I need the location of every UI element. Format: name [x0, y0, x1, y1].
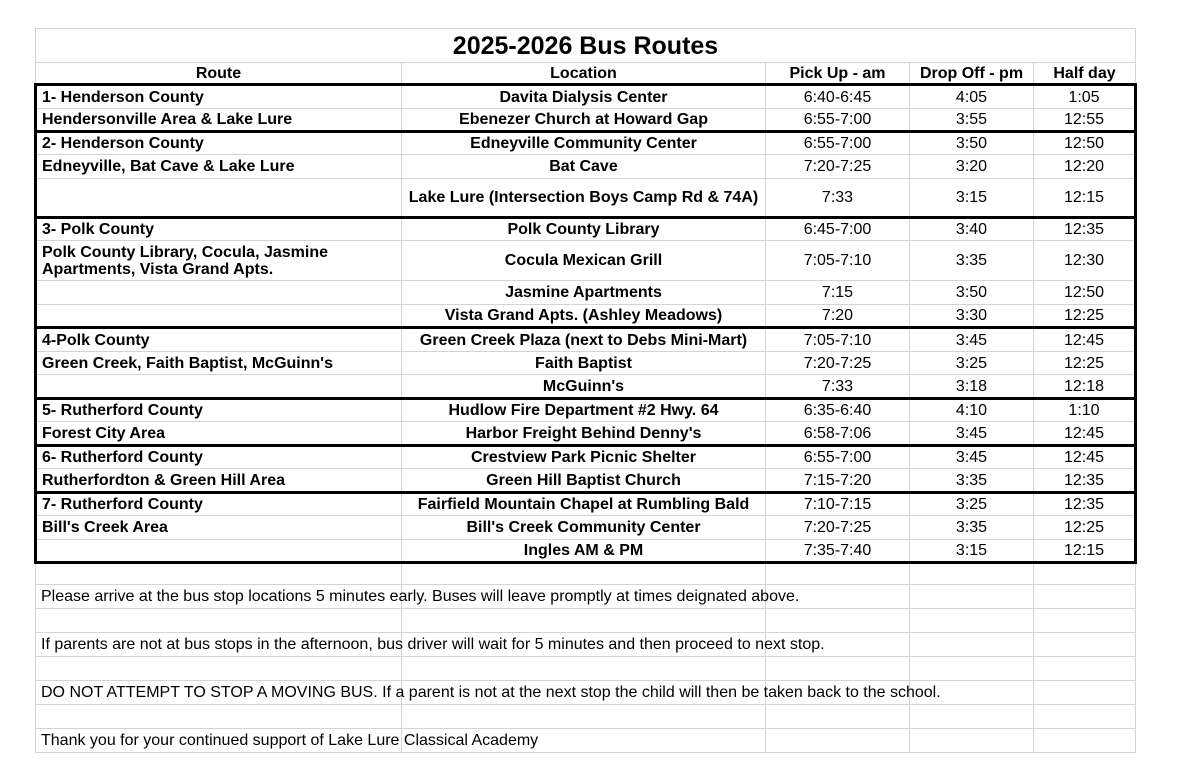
route-row: [36, 469, 1136, 493]
route-row: [36, 155, 1136, 179]
empty-cell: [36, 563, 402, 585]
stop-pickup: 7:05-7:10: [766, 241, 910, 281]
empty-cell: [1034, 705, 1136, 729]
empty-cell: [36, 609, 402, 633]
stop-location: Jasmine Apartments: [402, 281, 766, 305]
route-name: 2- Henderson County: [36, 132, 402, 155]
stop-dropoff: 3:25: [910, 493, 1034, 516]
stop-halfday: 12:35: [1034, 469, 1136, 493]
header-row: [36, 63, 1136, 85]
empty-cell: [910, 585, 1034, 609]
stop-dropoff: 3:50: [910, 132, 1034, 155]
empty-cell: [766, 705, 910, 729]
route-row: [36, 422, 1136, 446]
stop-dropoff: 4:05: [910, 85, 1034, 109]
empty-cell: [766, 609, 910, 633]
bus-routes-sheet: [34, 28, 1134, 753]
stop-dropoff: 3:50: [910, 281, 1034, 305]
stop-pickup: 6:55-7:00: [766, 109, 910, 132]
empty-cell: [766, 729, 910, 753]
stop-location: Ingles AM & PM: [402, 540, 766, 563]
route-name: 3- Polk County: [36, 218, 402, 241]
route-row: [36, 281, 1136, 305]
stop-dropoff: 4:10: [910, 399, 1034, 422]
empty-cell: [1034, 633, 1136, 657]
stop-halfday: 12:35: [1034, 493, 1136, 516]
stop-halfday: 12:45: [1034, 446, 1136, 469]
route-cell-empty: [36, 305, 402, 328]
route-row: [36, 399, 1136, 422]
empty-cell: [1034, 657, 1136, 681]
stop-dropoff: 3:18: [910, 375, 1034, 399]
stop-dropoff: 3:30: [910, 305, 1034, 328]
stop-dropoff: 3:35: [910, 241, 1034, 281]
stop-pickup: 7:15: [766, 281, 910, 305]
route-area: Bill's Creek Area: [36, 516, 402, 540]
stop-halfday: 12:50: [1034, 281, 1136, 305]
header-route: Route: [36, 63, 402, 85]
stop-halfday: 12:55: [1034, 109, 1136, 132]
stop-pickup: 7:15-7:20: [766, 469, 910, 493]
route-name: 5- Rutherford County: [36, 399, 402, 422]
route-row: [36, 132, 1136, 155]
note-text: DO NOT ATTEMPT TO STOP A MOVING BUS. If a parent is not at the next stop the child will then be taken back to the school.: [36, 681, 402, 705]
stop-halfday: 12:15: [1034, 179, 1136, 218]
empty-cell: [766, 657, 910, 681]
empty-cell: [1034, 729, 1136, 753]
header-location: Location: [402, 63, 766, 85]
route-row: [36, 493, 1136, 516]
stop-dropoff: 3:15: [910, 179, 1034, 218]
empty-cell: [910, 657, 1034, 681]
route-row: [36, 375, 1136, 399]
header-dropoff: Drop Off - pm: [910, 63, 1034, 85]
title-row: [36, 29, 1136, 63]
empty-cell: [402, 705, 766, 729]
stop-halfday: 1:05: [1034, 85, 1136, 109]
stop-dropoff: 3:25: [910, 352, 1034, 375]
note-text: If parents are not at bus stops in the afternoon, bus driver will wait for 5 minutes and then proceed to next stop.: [36, 633, 402, 657]
route-area: Hendersonville Area & Lake Lure: [36, 109, 402, 132]
route-name: 4-Polk County: [36, 328, 402, 352]
stop-dropoff: 3:55: [910, 109, 1034, 132]
stop-pickup: 7:10-7:15: [766, 493, 910, 516]
stop-location: Hudlow Fire Department #2 Hwy. 64: [402, 399, 766, 422]
stop-location: Ebenezer Church at Howard Gap: [402, 109, 766, 132]
header-pickup: Pick Up - am: [766, 63, 910, 85]
stop-pickup: 6:45-7:00: [766, 218, 910, 241]
stop-dropoff: 3:40: [910, 218, 1034, 241]
route-cell-empty: [36, 540, 402, 563]
stop-pickup: 7:20-7:25: [766, 155, 910, 179]
stop-dropoff: 3:15: [910, 540, 1034, 563]
stop-halfday: 1:10: [1034, 399, 1136, 422]
stop-pickup: 7:05-7:10: [766, 328, 910, 352]
route-cell-empty: [36, 281, 402, 305]
route-row: [36, 218, 1136, 241]
stop-dropoff: 3:45: [910, 446, 1034, 469]
route-row: [36, 352, 1136, 375]
note-row: [36, 681, 1136, 705]
empty-cell: [1034, 563, 1136, 585]
stop-pickup: 6:55-7:00: [766, 132, 910, 155]
stop-location: Lake Lure (Intersection Boys Camp Rd & 74A): [402, 179, 766, 218]
stop-halfday: 12:45: [1034, 328, 1136, 352]
route-row: [36, 241, 1136, 281]
empty-cell: [402, 563, 766, 585]
empty-cell: [910, 609, 1034, 633]
stop-halfday: 12:25: [1034, 305, 1136, 328]
empty-cell: [910, 705, 1034, 729]
stop-pickup: 7:20: [766, 305, 910, 328]
empty-cell: [402, 657, 766, 681]
stop-halfday: 12:25: [1034, 516, 1136, 540]
stop-halfday: 12:45: [1034, 422, 1136, 446]
stop-location: Faith Baptist: [402, 352, 766, 375]
note-row: [36, 729, 1136, 753]
route-row: [36, 540, 1136, 563]
stop-location: Green Creek Plaza (next to Debs Mini-Mart): [402, 328, 766, 352]
empty-cell: [910, 563, 1034, 585]
spacer-row: [36, 609, 1136, 633]
note-text: Please arrive at the bus stop locations 5 minutes early. Buses will leave promptly at times deignated above.: [36, 585, 402, 609]
route-row: [36, 328, 1136, 352]
stop-halfday: 12:35: [1034, 218, 1136, 241]
route-row: [36, 179, 1136, 218]
route-cell-empty: [36, 375, 402, 399]
stop-pickup: 7:20-7:25: [766, 516, 910, 540]
stop-location: Fairfield Mountain Chapel at Rumbling Bald: [402, 493, 766, 516]
empty-cell: [766, 563, 910, 585]
bus-routes-table: [34, 28, 1137, 753]
stop-halfday: 12:30: [1034, 241, 1136, 281]
empty-cell: [910, 633, 1034, 657]
spacer-row: [36, 563, 1136, 585]
route-row: [36, 516, 1136, 540]
stop-pickup: 6:55-7:00: [766, 446, 910, 469]
stop-location: Polk County Library: [402, 218, 766, 241]
stop-dropoff: 3:35: [910, 516, 1034, 540]
stop-pickup: 7:33: [766, 375, 910, 399]
stop-pickup: 6:58-7:06: [766, 422, 910, 446]
route-area: Green Creek, Faith Baptist, McGuinn's: [36, 352, 402, 375]
empty-cell: [1034, 681, 1136, 705]
route-name: 1- Henderson County: [36, 85, 402, 109]
stop-location: Cocula Mexican Grill: [402, 241, 766, 281]
page-title: 2025-2026 Bus Routes: [36, 29, 1136, 63]
route-name: 7- Rutherford County: [36, 493, 402, 516]
stop-pickup: 6:40-6:45: [766, 85, 910, 109]
route-row: [36, 109, 1136, 132]
route-area: Polk County Library, Cocula, Jasmine Apartments, Vista Grand Apts.: [36, 241, 402, 281]
stop-dropoff: 3:45: [910, 422, 1034, 446]
stop-pickup: 7:35-7:40: [766, 540, 910, 563]
stop-pickup: 6:35-6:40: [766, 399, 910, 422]
route-name: 6- Rutherford County: [36, 446, 402, 469]
stop-location: Green Hill Baptist Church: [402, 469, 766, 493]
stop-pickup: 7:33: [766, 179, 910, 218]
stop-dropoff: 3:20: [910, 155, 1034, 179]
route-row: [36, 305, 1136, 328]
stop-halfday: 12:25: [1034, 352, 1136, 375]
route-area: Rutherfordton & Green Hill Area: [36, 469, 402, 493]
stop-location: Edneyville Community Center: [402, 132, 766, 155]
empty-cell: [36, 705, 402, 729]
stop-dropoff: 3:45: [910, 328, 1034, 352]
route-area: Edneyville, Bat Cave & Lake Lure: [36, 155, 402, 179]
stop-location: Vista Grand Apts. (Ashley Meadows): [402, 305, 766, 328]
note-text: Thank you for your continued support of Lake Lure Classical Academy: [36, 729, 402, 753]
route-row: [36, 446, 1136, 469]
stop-location: Bat Cave: [402, 155, 766, 179]
empty-cell: [1034, 585, 1136, 609]
route-cell-empty: [36, 179, 402, 218]
stop-pickup: 7:20-7:25: [766, 352, 910, 375]
stop-location: Bill's Creek Community Center: [402, 516, 766, 540]
stop-halfday: 12:50: [1034, 132, 1136, 155]
stop-location: McGuinn's: [402, 375, 766, 399]
empty-cell: [1034, 609, 1136, 633]
route-row: [36, 85, 1136, 109]
stop-halfday: 12:18: [1034, 375, 1136, 399]
stop-halfday: 12:15: [1034, 540, 1136, 563]
stop-location: Crestview Park Picnic Shelter: [402, 446, 766, 469]
note-row: [36, 633, 1136, 657]
header-halfday: Half day: [1034, 63, 1136, 85]
spacer-row: [36, 657, 1136, 681]
stop-location: Harbor Freight Behind Denny's: [402, 422, 766, 446]
stop-location: Davita Dialysis Center: [402, 85, 766, 109]
route-area: Forest City Area: [36, 422, 402, 446]
stop-dropoff: 3:35: [910, 469, 1034, 493]
spacer-row: [36, 705, 1136, 729]
note-row: [36, 585, 1136, 609]
empty-cell: [910, 729, 1034, 753]
empty-cell: [402, 609, 766, 633]
empty-cell: [36, 657, 402, 681]
stop-halfday: 12:20: [1034, 155, 1136, 179]
